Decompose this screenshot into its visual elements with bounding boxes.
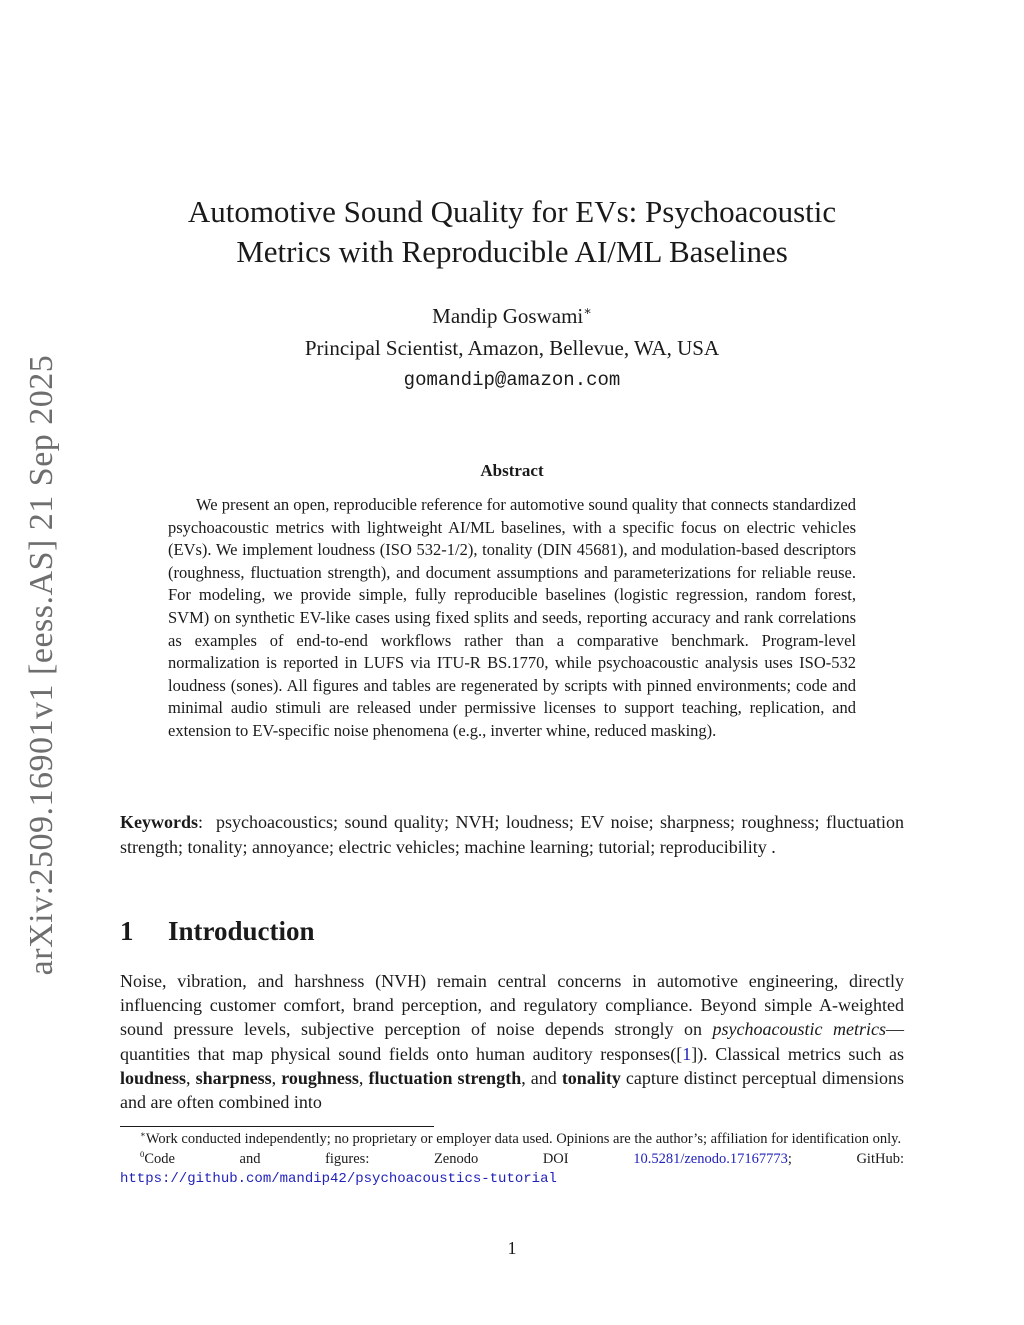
term-tonality: tonality <box>561 1067 621 1088</box>
footnotes <box>120 1130 904 1190</box>
intro-italic-term: psychoacoustic metrics <box>712 1019 886 1040</box>
author-name: Mandip Goswami <box>432 304 584 328</box>
intro-text-2: —quantities that map physical sound fields onto human auditory responses( <box>120 1019 904 1064</box>
intro-sep-4: , and <box>521 1067 562 1088</box>
citation-close-bracket: ] <box>691 1043 698 1064</box>
footnote-1-text: Work conducted independently; no proprietary or employer data used. Opinions are the author’s; affiliation for identification only. <box>145 1131 902 1147</box>
title-line-2: Metrics with Reproducible AI/ML Baselines <box>236 234 788 269</box>
zenodo-doi-link[interactable]: 10.5281/zenodo.17167773 <box>633 1150 788 1167</box>
intro-text-4: capture distinct perceptual dimensions and are often combined into <box>120 1067 904 1113</box>
paper-title <box>120 192 904 272</box>
citation-link[interactable]: 1 <box>682 1043 692 1064</box>
intro-sep-3: , <box>358 1067 369 1088</box>
footnote-2-mid: ; GitHub: <box>787 1150 904 1167</box>
keywords-label: Keywords <box>120 812 198 832</box>
footnote-2-mark: 0 <box>140 1148 145 1159</box>
footnote-divider <box>120 1126 434 1127</box>
term-roughness: roughness <box>281 1067 359 1088</box>
abstract-heading: Abstract <box>480 461 544 480</box>
author-block <box>120 300 904 396</box>
page-number: 1 <box>507 1238 517 1258</box>
keywords-list: psychoacoustics; sound quality; NVH; loudness; EV noise; sharpness; roughness; fluctuation strength; tonality; annoyance; electric vehicles; machine learning; tutorial; reproducibility . <box>120 812 904 857</box>
section-heading-introduction <box>120 916 315 947</box>
author-name-line <box>120 300 904 332</box>
keywords-paragraph <box>120 810 904 859</box>
term-sharpness: sharpness <box>195 1067 272 1088</box>
footnote-2-prefix: Code and figures: Zenodo DOI <box>144 1150 634 1167</box>
author-footnote-mark[interactable]: ∗ <box>583 304 592 318</box>
arxiv-identifier-stamp: arXiv:2509.16901v1 [eess.AS] 21 Sep 2025 <box>23 354 60 976</box>
intro-text-3: ). Classical metrics such as <box>697 1043 904 1064</box>
section-title: Introduction <box>168 916 315 946</box>
github-link[interactable]: https://github.com/mandip42/psychoacoustics-tutorial <box>120 1171 557 1187</box>
footnote-2 <box>120 1150 904 1190</box>
footnote-1-mark: ∗ <box>140 1129 146 1140</box>
term-fluctuation-strength: fluctuation strength <box>368 1067 522 1088</box>
keywords-colon: : <box>198 812 204 832</box>
term-loudness: loudness <box>120 1067 187 1088</box>
abstract-text: We present an open, reproducible reference for automotive sound quality that connects standardized psychoacoustic metrics with lightweight AI/ML baselines, with a specific focus on electric vehicles (EVs). We implement loudness (ISO 532-1/2), tonality (DIN 45681), and modulation-based descriptors (roughness, fluctuation strength), and document assumptions and parameterizations for reliable reuse. For modeling, we provide simple, fully reproducible baselines (logistic regression, random forest, SVM) on synthetic EV-like cases using fixed splits and seeds, reporting accuracy and rank correlations as examples of end-to-end workflows rather than a comparative benchmark. Program-level normalization is reported in LUFS via ITU-R BS.1770, while psychoacoustic analysis uses ISO-532 loudness (sones). All figures and tables are regenerated by scripts with pinned environments; code and minimal audio stimuli are released under permissive licenses to support teaching, replication, and extension to EV-specific noise phenomena (e.g., inverter whine, reduced masking). <box>168 495 856 740</box>
author-email[interactable]: gomandip@amazon.com <box>403 369 621 391</box>
footnote-1 <box>120 1130 904 1150</box>
intro-sep-2: , <box>271 1067 282 1088</box>
section-number: 1 <box>120 916 134 946</box>
intro-text-1: Noise, vibration, and harshness (NVH) remain central concerns in automotive engineering, directly influencing customer comfort, brand perception, and regulatory compliance. Beyond simple A-weighted sound pressure levels, subjective perception of noise depends strongly on <box>120 971 904 1040</box>
intro-sep-1: , <box>186 1067 196 1088</box>
introduction-paragraph <box>120 969 904 1114</box>
citation-open-bracket: [ <box>676 1043 683 1064</box>
title-line-1: Automotive Sound Quality for EVs: Psychoacoustic <box>187 194 837 229</box>
author-affiliation: Principal Scientist, Amazon, Bellevue, WA, USA <box>304 336 720 360</box>
